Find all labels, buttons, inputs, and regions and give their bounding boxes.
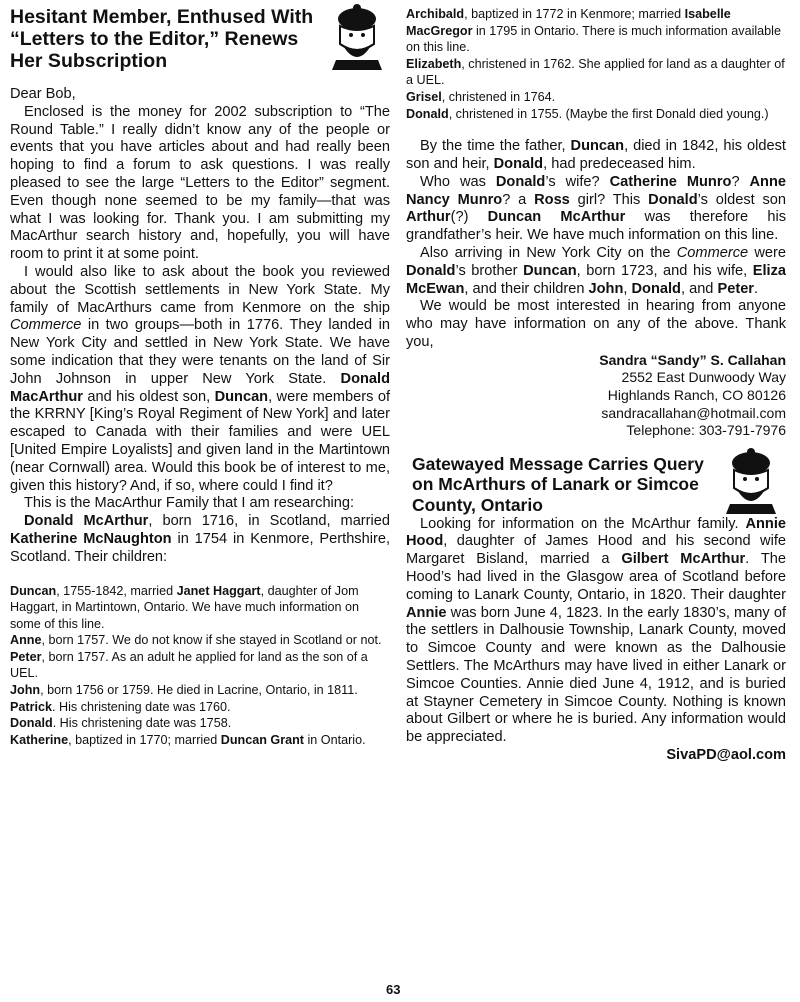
child-name: Donald <box>406 106 449 121</box>
text: , had predeceased him. <box>543 155 696 172</box>
text: , <box>623 280 632 297</box>
text: ’s brother <box>455 262 524 279</box>
paragraph-8: We would be most interested in hearing from anyone who may have information on any of the above. Thank you, <box>406 298 786 350</box>
person-name: Donald MacArthur <box>10 370 390 405</box>
child-entry <box>406 56 786 89</box>
spouse-name: Isabelle MacGregor <box>406 7 731 38</box>
person-name: Peter <box>717 280 754 297</box>
page-number: 63 <box>386 982 401 997</box>
salutation: Dear Bob, <box>10 86 76 102</box>
signature-email: sandracallahan@hotmail.com <box>601 404 786 421</box>
paragraph-1: Enclosed is the money for 2002 subscription to “The Round Table.” I really didn’t know any of the people or events that you have articles about and had really been hoping to find a forum to ask questions. I was really pleased to see the large “Letters to the Editor” segment. Even though none seemed to be my family—that was what I was looking for. Thank you. I am submitting my MacArthur search history and, hopefully, you will have room to print it at some point. <box>10 103 390 263</box>
article-headline: Hesitant Member, Enthused With “Letters to the Editor,” Renews Her Subscription <box>10 6 314 72</box>
child-entry <box>10 649 390 682</box>
contact-email: SivaPD@aol.com <box>666 747 786 764</box>
text: , baptized in 1770; married <box>68 732 221 747</box>
text: . <box>754 280 759 297</box>
person-name: Arthur <box>406 209 451 226</box>
text: , born 1716, in Scotland, married <box>148 513 390 530</box>
text: , christened in 1762. She applied for land as a daughter of a UEL. <box>406 56 785 88</box>
spouse-name: Duncan Grant <box>220 732 304 747</box>
text: were <box>748 244 786 261</box>
text: ’s wife? <box>545 173 610 190</box>
text: , and their children <box>464 280 589 297</box>
ship-name: Commerce <box>676 244 749 261</box>
text: girl? This <box>569 191 649 208</box>
person-name: Donald <box>495 173 546 190</box>
text: , born 1756 or 1759. He died in Lacrine, Ontario, in 1811. <box>40 683 358 698</box>
child-name: Elizabeth <box>406 56 462 71</box>
paragraph-3: This is the MacArthur Family that I am researching: <box>24 495 355 512</box>
person-name: Donald <box>631 280 681 297</box>
text: ? a <box>502 191 535 208</box>
text: ’s oldest son <box>697 191 787 208</box>
text: I would also like to ask about the book you reviewed about the Scottish settlements in New York State. My family of MacArthurs came from Kenmore on the ship <box>10 263 390 316</box>
text: , daughter of Jom Haggart, in Martintown, Ontario. We have much information on some of this line. <box>10 583 360 631</box>
child-entry <box>10 732 390 749</box>
text: , and <box>680 280 718 297</box>
signature-street: 2552 East Dunwoody Way <box>621 369 786 386</box>
text: in Ontario. <box>304 732 366 747</box>
child-entry <box>10 682 390 699</box>
article-headline-2: Gatewayed Message Carries Query on McArthurs of Lanark or Simcoe County, Ontario <box>412 453 704 515</box>
scottish-mascot-icon <box>328 4 386 70</box>
child-entry <box>406 89 786 106</box>
text: in two groups—both in 1776. They landed in New York City and settled in New York State. We have some indication that they were tenants on the land of Sir John Johnson in upper New York State. <box>10 317 390 387</box>
text: Looking for information on the McArthur family. <box>420 515 746 532</box>
text: Who was <box>420 173 496 190</box>
child-entry <box>10 715 390 732</box>
child-entry <box>406 106 786 123</box>
email-row <box>406 747 786 765</box>
text: . His christening date was 1760. <box>52 699 231 714</box>
paragraph-6 <box>406 174 786 245</box>
child-name: Anne <box>10 633 42 648</box>
child-name: Peter <box>10 649 42 664</box>
person-name: Catherine Munro <box>609 173 732 190</box>
person-name: Annie <box>406 604 447 621</box>
person-name: Donald <box>406 262 456 279</box>
paragraph-4 <box>10 513 390 566</box>
person-name: Anne Nancy Munro <box>406 173 786 208</box>
text: , christened in 1764. <box>441 89 556 104</box>
paragraph-7 <box>406 245 786 298</box>
person-name: Eliza McEwan <box>406 262 786 297</box>
spouse-name: Janet Haggart <box>176 583 261 598</box>
text: , christened in 1755. (Maybe the first Donald died young.) <box>448 106 769 121</box>
text: . His christening date was 1758. <box>52 716 232 731</box>
child-name: Patrick <box>10 699 53 714</box>
text: (?) <box>450 209 488 226</box>
text: in 1754 in Kenmore, Perthshire, Scotland. Their children: <box>10 530 390 565</box>
child-name: Katherine <box>10 732 69 747</box>
text: , 1755-1842, married <box>56 583 177 598</box>
right-column <box>406 0 786 765</box>
left-column <box>10 0 390 748</box>
headline-2-block <box>406 446 786 516</box>
child-name: Duncan <box>10 583 57 598</box>
child-entry <box>10 699 390 716</box>
signature-name: Sandra “Sandy” S. Callahan <box>599 351 786 368</box>
text: , died in 1842, his oldest son and heir, <box>406 138 786 172</box>
text: , were members of the KRRNY [King’s Royal Regiment of New York] and later escaped to Canada with their families and were UEL [United Empire Loyalists] and given land in the Martintown (near Cornwall) area. Would this book be of interest to me, given this history? And, if so, where could I find it? <box>10 388 391 494</box>
person-name: John <box>588 280 624 297</box>
person-name: Donald <box>493 155 544 172</box>
text: was born June 4, 1823. In the early 1830’s, many of the settlers in Dalhousie Township, Lanark County, moved to Simcoe County and were known as the Dalhousie Settlers. The McArthurs may have lived in either Lanark or Simcoe Counties. Annie died June 4, 1912, and is buried at Stayner Cemetery in Simcoe County. Nothing is known about Gilbert or where he is buried. Any information would be appreciated. <box>406 604 786 746</box>
person-name: Katherine McNaughton <box>10 530 172 547</box>
paragraph-5 <box>406 138 786 174</box>
person-name: Duncan <box>214 388 269 405</box>
text: , born 1757. As an adult he applied for land as the son of a UEL. <box>10 649 368 681</box>
text: and his oldest son, <box>82 388 215 405</box>
person-name: Donald <box>648 191 698 208</box>
child-name: Archibald <box>406 7 465 21</box>
text: , daughter of James Hood and his second wife Margaret Bisland, married a <box>406 533 786 568</box>
text: By the time the father, <box>420 138 571 155</box>
person-name: Ross <box>534 191 570 208</box>
paragraph-2 <box>10 264 390 495</box>
person-name: Annie Hood <box>406 515 786 550</box>
text: , baptized in 1772 in Kenmore; married <box>464 7 685 21</box>
headline-block <box>10 0 390 86</box>
text: Also arriving in New York City on the <box>420 244 677 261</box>
person-name: Duncan <box>570 138 625 155</box>
text: , born 1757. We do not know if she stayed in Scotland or not. <box>41 633 382 648</box>
ship-name: Commerce <box>10 317 82 334</box>
children-list-left <box>10 583 390 749</box>
child-name: Grisel <box>406 89 442 104</box>
child-entry <box>10 583 390 633</box>
child-name: Donald <box>10 716 53 731</box>
text: in 1795 in Ontario. There is much information available on this line. <box>406 23 781 55</box>
children-list-right <box>406 0 786 122</box>
text: , born 1723, and his wife, <box>576 262 753 279</box>
text: ? <box>731 173 750 190</box>
text: . The Hood’s had lived in the Glasgow area of Scotland before coming to Lanark County, Ontario, in 1820. Their daughter <box>406 551 786 603</box>
child-entry <box>10 632 390 649</box>
person-name: Gilbert McArthur <box>621 551 746 568</box>
child-name: John <box>10 683 41 698</box>
person-name: Donald McArthur <box>24 513 149 530</box>
signature-block <box>406 352 786 440</box>
signature-phone: Telephone: 303-791-7976 <box>626 422 786 439</box>
person-name: Duncan McArthur <box>487 209 626 226</box>
signature-city: Highlands Ranch, CO 80126 <box>607 386 786 403</box>
text: was therefore his grandfather’s heir. We have much information on this line. <box>406 209 786 244</box>
person-name: Duncan <box>523 262 577 279</box>
scottish-mascot-icon <box>722 448 780 514</box>
paragraph-9 <box>406 516 786 747</box>
child-entry <box>406 6 786 56</box>
